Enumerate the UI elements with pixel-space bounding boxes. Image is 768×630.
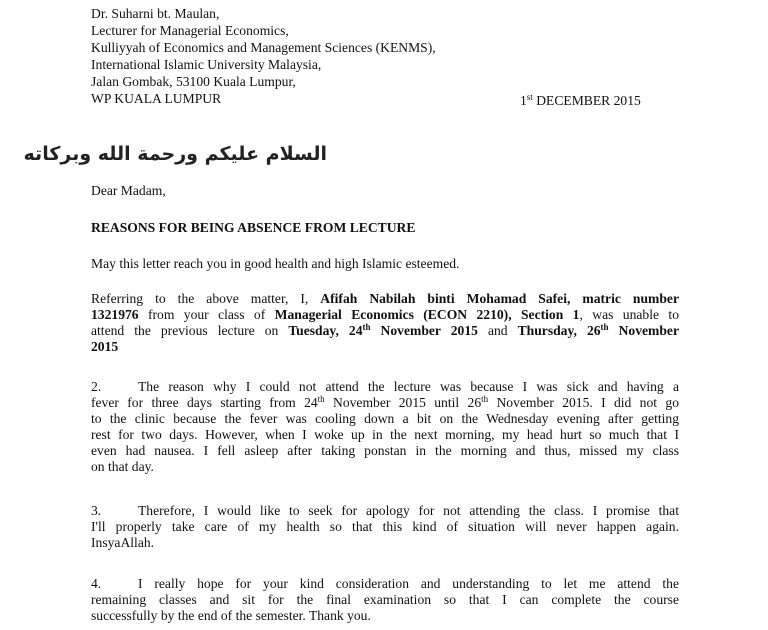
paragraph-3: 3. Therefore, I would like to seek for apology for not attending the class. I promise that I'll properly take care of my health so that this kind of situation will never happen again. InsyaAllah. [91, 503, 679, 550]
address-line: Kulliyyah of Economics and Management Sciences (KENMS), [91, 40, 436, 55]
date-rest: DECEMBER 2015 [532, 93, 641, 108]
address-line: Jalan Gombak, 53100 Kuala Lumpur, [91, 74, 296, 89]
salutation: Dear Madam, [91, 183, 166, 198]
recipient-address [91, 5, 436, 107]
address-line: International Islamic University Malaysia, [91, 57, 322, 72]
date-suffix: st [526, 92, 533, 102]
address-line: WP KUALA LUMPUR [91, 91, 222, 106]
paragraph-2: 2. The reason why I could not attend the lecture was because I was sick and having a fever for three days starting from 24th November 2015 until 26th November 2015. I did not go to the clinic because the fever was cooling down a bit on the Wednesday evening after getting rest for two days. However, when I woke up in the next morning, my head hurt so much that I even had nausea. I fell asleep after taking ponstan in the morning and thus, missed my class on that day. [91, 379, 679, 474]
paragraph-number: 4. [91, 576, 102, 591]
salam-calligraphy [23, 136, 331, 170]
salam-text: السلام عليكم ورحمة الله وبركاته [23, 143, 327, 165]
paragraph-1: Referring to the above matter, I, Afifah Nabilah binti Mohamad Safei, matric number 1321976 from your class of Managerial Economics (ECON 2210), Section 1, was unable to attend the previous lecture on Tuesday, 24th November 2015 and Thursday, 26th November 2015 [91, 291, 679, 354]
subject-heading: REASONS FOR BEING ABSENCE FROM LECTURE [91, 220, 416, 235]
address-line: Lecturer for Managerial Economics, [91, 23, 289, 38]
address-line: Dr. Suharni bt. Maulan, [91, 6, 220, 21]
date-day: 1 [520, 93, 527, 108]
paragraph-4: 4. I really hope for your kind consideration and understanding to let me attend the remaining classes and sit for the final examination so that I can complete the course successfully by the end of the semester. Thank you. [91, 576, 679, 623]
letter-date [520, 92, 641, 109]
opening-line: May this letter reach you in good health and high Islamic esteemed. [91, 256, 460, 271]
paragraph-number: 3. [91, 503, 102, 518]
paragraph-number: 2. [91, 379, 102, 394]
